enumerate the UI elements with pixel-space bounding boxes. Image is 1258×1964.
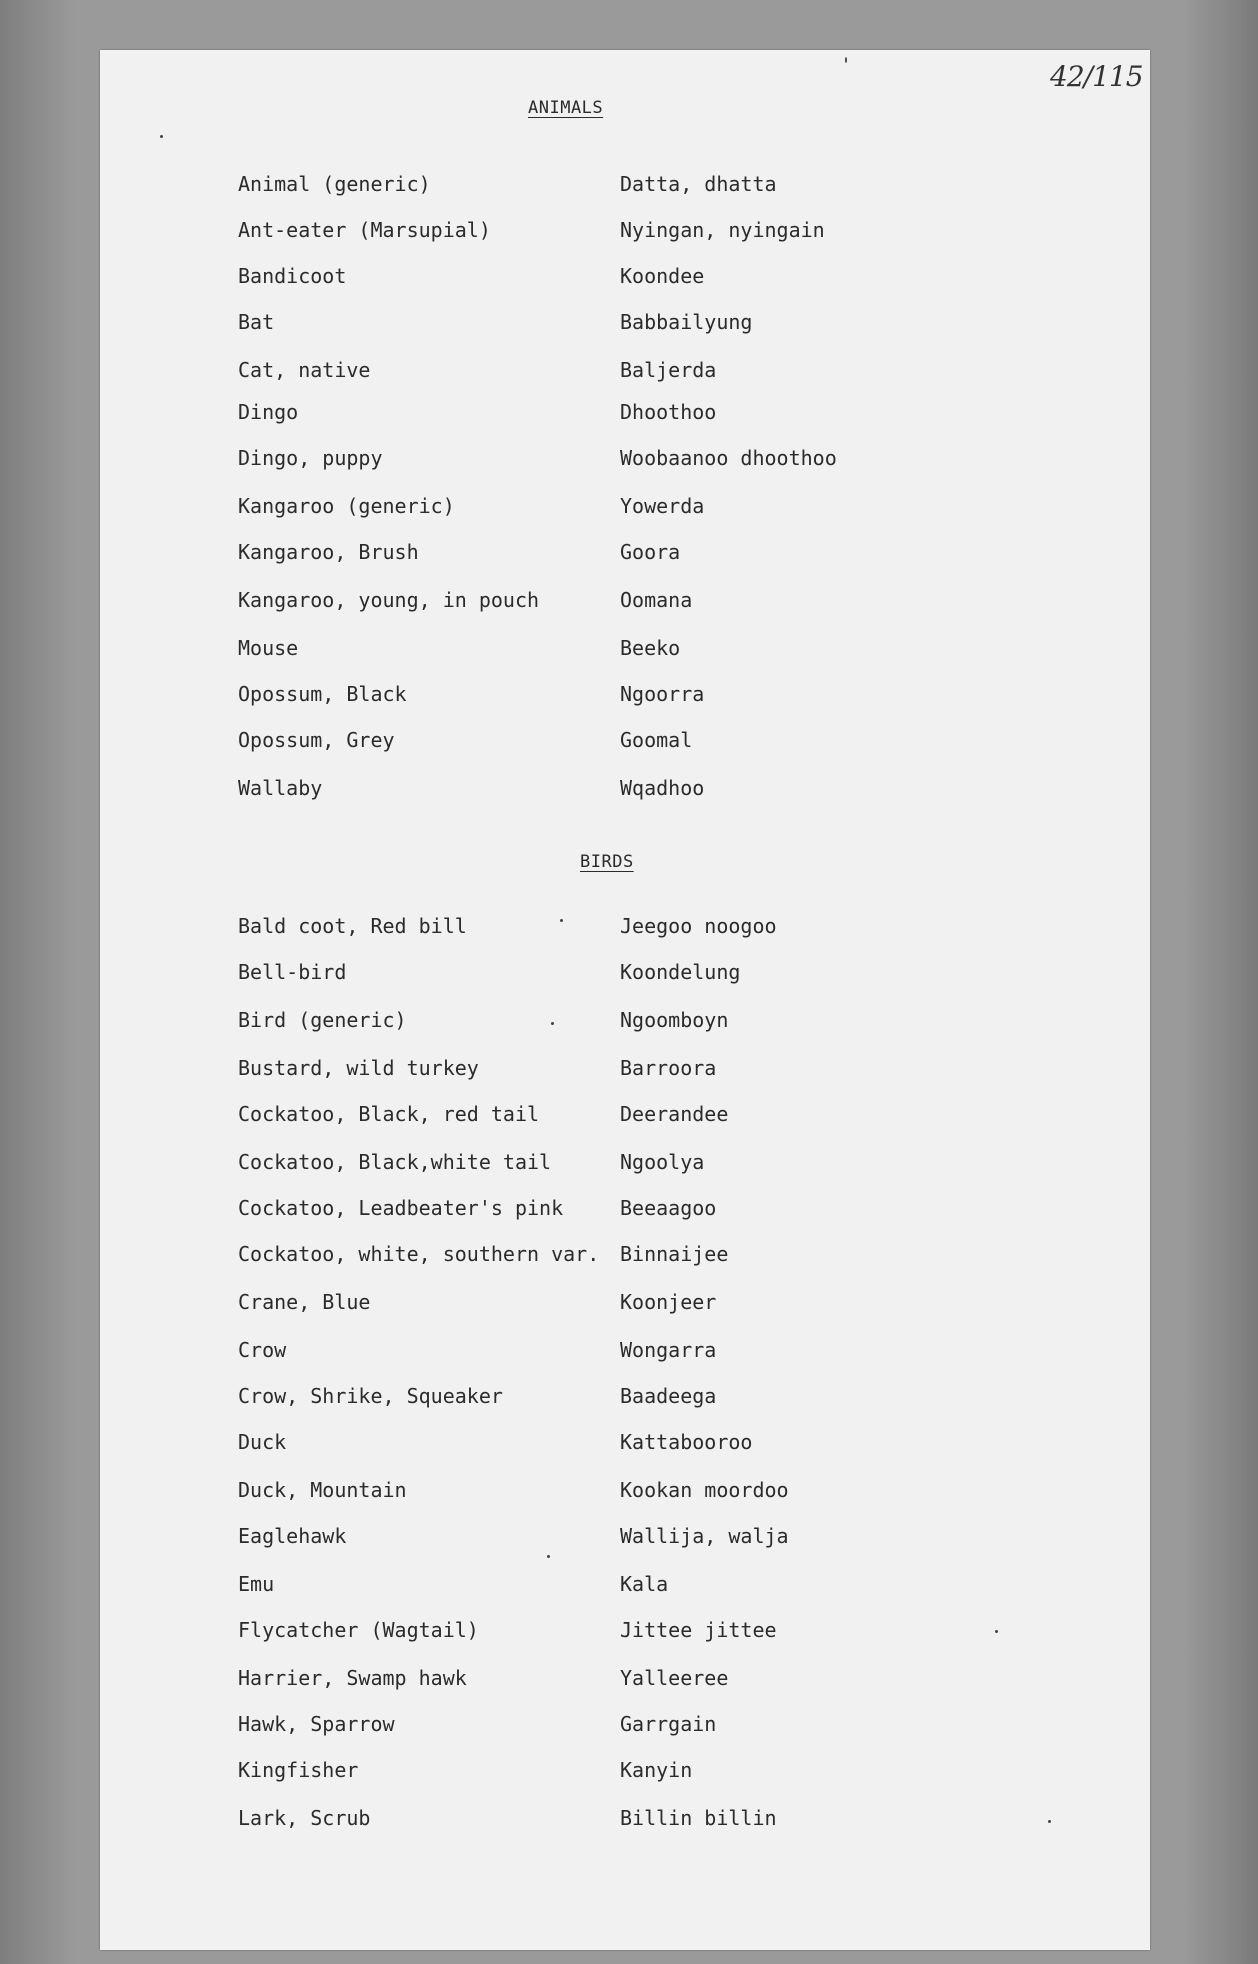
native-term: Goomal [620,728,693,752]
list-item [0,358,1258,390]
english-term: Kangaroo (generic) [238,494,455,518]
english-term: Bandicoot [238,264,347,288]
native-term: Woobaanoo dhoothoo [620,446,837,470]
native-term: Deerandee [620,1102,729,1126]
native-term: Babbailyung [620,310,753,334]
list-item [0,1666,1258,1698]
native-term: Koondelung [620,960,741,984]
english-term: Kingfisher [238,1758,359,1782]
list-item [0,588,1258,620]
list-item [0,960,1258,992]
speck [560,919,563,922]
native-term: Kookan moordoo [620,1478,789,1502]
native-term: Kanyin [620,1758,693,1782]
list-item [0,1524,1258,1556]
list-item [0,682,1258,714]
english-term: Wallaby [238,776,323,800]
english-term: Opossum, Black [238,682,407,706]
native-term: Koondee [620,264,705,288]
speck [160,135,163,138]
native-term: Billin billin [620,1806,777,1830]
english-term: Harrier, Swamp hawk [238,1666,467,1690]
english-term: Dingo [238,400,299,424]
list-item [0,1056,1258,1088]
english-term: Cockatoo, Black,white tail [238,1150,552,1174]
native-term: Kattabooroo [620,1430,753,1454]
native-term: Wongarra [620,1338,717,1362]
native-term: Yalleeree [620,1666,729,1690]
native-term: Goora [620,540,681,564]
native-term: Kala [620,1572,669,1596]
list-item [0,310,1258,342]
list-item [0,1008,1258,1040]
native-term: Barroora [620,1056,717,1080]
list-item [0,264,1258,296]
list-item [0,446,1258,478]
list-item [0,1572,1258,1604]
list-item [0,728,1258,760]
list-item [0,1102,1258,1134]
english-term: Opossum, Grey [238,728,395,752]
list-item [0,1242,1258,1274]
native-term: Oomana [620,588,693,612]
native-term: Jittee jittee [620,1618,777,1642]
english-term: Crow, Shrike, Squeaker [238,1384,503,1408]
list-item [0,540,1258,572]
list-item [0,1150,1258,1182]
native-term: Yowerda [620,494,705,518]
english-term: Duck [238,1430,287,1454]
list-item [0,1384,1258,1416]
native-term: Beeko [620,636,681,660]
english-term: Crane, Blue [238,1290,371,1314]
list-item [0,1806,1258,1838]
english-term: Flycatcher (Wagtail) [238,1618,479,1642]
native-term: Datta, dhatta [620,172,777,196]
english-term: Eaglehawk [238,1524,347,1548]
native-term: Binnaijee [620,1242,729,1266]
list-item [0,1478,1258,1510]
english-term: Cat, native [238,358,371,382]
native-term: Wqadhoo [620,776,705,800]
speck [995,1630,998,1633]
list-item [0,1290,1258,1322]
list-item [0,1758,1258,1790]
list-item [0,1338,1258,1370]
section-heading: BIRDS [580,852,634,872]
list-item [0,914,1258,946]
native-term: Ngoolya [620,1150,705,1174]
speck [551,1022,554,1025]
list-item [0,636,1258,668]
native-term: Beeaagoo [620,1196,717,1220]
english-term: Kangaroo, young, in pouch [238,588,540,612]
english-term: Hawk, Sparrow [238,1712,395,1736]
list-item [0,1196,1258,1228]
english-term: Lark, Scrub [238,1806,371,1830]
native-term: Dhoothoo [620,400,717,424]
list-item [0,1712,1258,1744]
list-item [0,172,1258,204]
native-term: Baadeega [620,1384,717,1408]
english-term: Dingo, puppy [238,446,383,470]
english-term: Bald coot, Red bill [238,914,467,938]
list-item [0,1618,1258,1650]
speck [845,57,847,63]
speck [547,1555,550,1558]
english-term: Emu [238,1572,275,1596]
list-item [0,776,1258,808]
native-term: Ngoorra [620,682,705,706]
list-item [0,494,1258,526]
native-term: Koonjeer [620,1290,717,1314]
english-term: Duck, Mountain [238,1478,407,1502]
english-term: Cockatoo, white, southern var. [238,1242,600,1266]
english-term: Bird (generic) [238,1008,407,1032]
list-item [0,218,1258,250]
section-heading: ANIMALS [528,98,604,118]
native-term: Garrgain [620,1712,717,1736]
english-term: Cockatoo, Leadbeater's pink [238,1196,564,1220]
speck [1048,1820,1051,1823]
english-term: Cockatoo, Black, red tail [238,1102,540,1126]
page-number: 42/115 [1050,60,1143,93]
english-term: Kangaroo, Brush [238,540,419,564]
english-term: Bustard, wild turkey [238,1056,479,1080]
english-term: Bell-bird [238,960,347,984]
native-term: Nyingan, nyingain [620,218,825,242]
native-term: Baljerda [620,358,717,382]
english-term: Animal (generic) [238,172,431,196]
list-item [0,1430,1258,1462]
english-term: Crow [238,1338,287,1362]
native-term: Jeegoo noogoo [620,914,777,938]
native-term: Wallija, walja [620,1524,789,1548]
english-term: Bat [238,310,275,334]
english-term: Ant-eater (Marsupial) [238,218,491,242]
list-item [0,400,1258,432]
native-term: Ngoomboyn [620,1008,729,1032]
english-term: Mouse [238,636,299,660]
